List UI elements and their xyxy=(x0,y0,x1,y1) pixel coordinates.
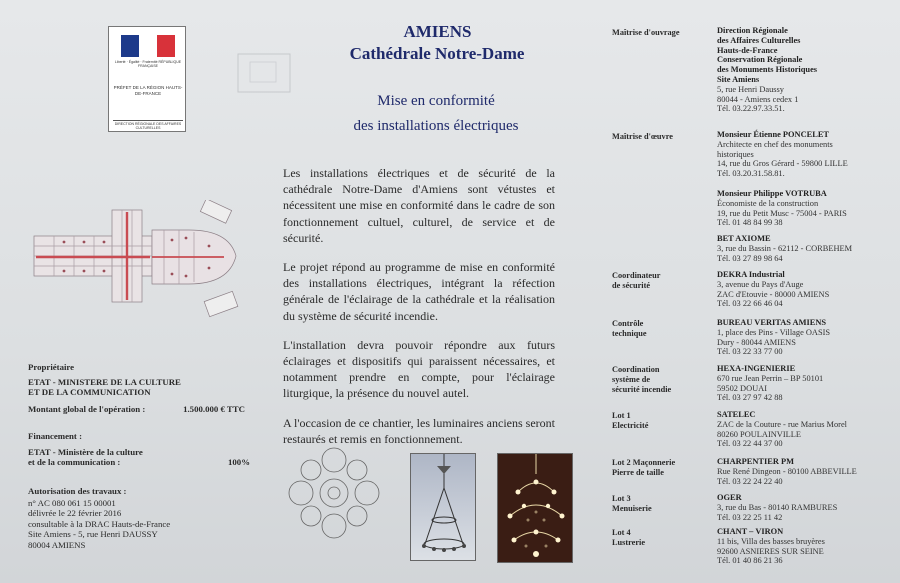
authorization-info xyxy=(28,486,253,550)
entry-detail-line: ZAC d'Etouvie - 80000 AMIENS xyxy=(717,289,830,299)
entry-name-line: SATELEC xyxy=(717,410,756,419)
funding-percent: 100% xyxy=(228,457,250,467)
entry-detail-line: Tél. 03 22 66 46 04 xyxy=(717,299,783,309)
entry-detail-line: 80260 POULAINVILLE xyxy=(717,429,801,439)
entry-detail-line: Tél. 03.22.97.33.51. xyxy=(717,104,785,114)
contractor-entry xyxy=(612,527,897,571)
owner-line-2: ET DE LA COMMUNICATION xyxy=(28,387,151,397)
direction-text: DIRECTION RÉGIONALE DES AFFAIRES CULTURELLES xyxy=(114,122,182,131)
owner-label: Propriétaire xyxy=(28,362,75,372)
entry-label-line: Lot 2 Maçonnerie xyxy=(612,458,676,467)
contractor-entry xyxy=(612,234,897,270)
contractor-entry xyxy=(612,189,897,234)
entry-detail-line: 92600 ASNIERES SUR SEINE xyxy=(717,546,824,556)
entry-label-line: système de xyxy=(612,375,651,384)
entry-detail-line: 11 bis, Villa des basses bruyères xyxy=(717,536,825,546)
contractor-entry xyxy=(612,26,897,115)
entry-name-line: des Monuments Historiques xyxy=(717,65,818,75)
topic-line-1: Mise en conformité xyxy=(377,93,495,109)
contractor-entry xyxy=(612,457,897,493)
cathedral-plan-icon xyxy=(24,200,248,325)
entry-name-line: Direction Régionale xyxy=(717,26,788,35)
entry-label-line: Maîtrise d'œuvre xyxy=(612,132,673,141)
entry-detail-line: 80044 - Amiens cedex 1 xyxy=(717,94,799,104)
entry-detail-line: 1, place des Pins - Village OASIS xyxy=(717,327,831,337)
entry-detail-line: Tél. 03 22 44 37 00 xyxy=(717,439,783,449)
entry-detail-line: Tél. 03 22 33 77 00 xyxy=(717,347,783,357)
marianne-flag-icon xyxy=(121,35,175,57)
contractor-entry xyxy=(612,130,897,189)
entry-name-line: CHARPENTIER PM xyxy=(717,457,795,466)
chandelier-photo-1 xyxy=(410,453,476,561)
entry-label-line: Menuiserie xyxy=(612,504,652,513)
body-paragraph-3: L'installation devra pouvoir répondre aux futurs éclairages et dispositifs qui paraissent nécessaires, et notamment prendre en compte, pour l'éclairage liturgique, la présence du nouvel autel. xyxy=(283,337,555,401)
page-title: AMIENS xyxy=(403,22,472,41)
entry-detail-line: Tél. 01 40 86 21 36 xyxy=(717,556,783,566)
page-subtitle: Cathédrale Notre-Dame xyxy=(349,44,525,63)
contractors-list xyxy=(612,26,897,571)
amount-label: Montant global de l'opération : xyxy=(28,403,146,414)
chandelier-photo-2 xyxy=(497,453,573,563)
entry-name-line: OGER xyxy=(717,493,742,502)
entry-name-line: Site Amiens xyxy=(717,74,760,84)
entry-detail-line: Tél. 03 27 97 42 88 xyxy=(717,393,783,403)
contractor-entry xyxy=(612,364,897,410)
entry-name-line: BET AXIOME xyxy=(717,234,771,243)
entry-detail-line: 5, rue Henri Daussy xyxy=(717,84,784,94)
owner-line-1: ETAT - MINISTERE DE LA CULTURE xyxy=(28,376,181,387)
entry-detail-line: Dury - 80044 AMIENS xyxy=(717,337,796,347)
authorization-line-5: 80004 AMIENS xyxy=(28,539,86,550)
entry-name-line: CHANT – VIRON xyxy=(717,527,784,536)
authorization-line-2: délivrée le 22 février 2016 xyxy=(28,508,122,518)
entry-label-line: Coordinateur xyxy=(612,271,661,280)
funding-line-1: ETAT - Ministère de la culture xyxy=(28,446,143,457)
entry-label-line: sécurité incendie xyxy=(612,385,672,394)
entry-detail-line: 3, avenue du Pays d'Auge xyxy=(717,279,804,289)
entry-label-line: Electricité xyxy=(612,421,649,430)
entry-label-line: Lustrerie xyxy=(612,538,646,547)
entry-detail-line: Rue René Dingeon - 80100 ABBEVILLE xyxy=(717,466,857,476)
entry-detail-line: ZAC de la Couture - rue Marius Morel xyxy=(717,419,848,429)
funding-line-2: et de la communication : xyxy=(28,457,121,467)
topic-line-2: des installations électriques xyxy=(353,118,519,134)
entry-detail-line: Tél. 03 22 25 11 42 xyxy=(717,512,783,522)
entry-name-line: Monsieur Philippe VOTRUBA xyxy=(717,189,827,198)
body-paragraph-1: Les installations électriques et de sécurité de la cathédrale Notre-Dame d'Amiens sont vétustes et nécessitent une mise en conformité dans le cadre de son fonctionnement cultuel, culturel, de service et de sécurité. xyxy=(283,166,555,245)
funding-label: Financement : xyxy=(28,431,82,441)
entry-detail-line: 3, rue du Bassin - 62112 - CORBEHEM xyxy=(717,243,853,253)
entry-name-line: Conservation Régionale xyxy=(717,55,803,65)
entry-label-line: Lot 3 xyxy=(612,494,631,503)
entry-name-line: HEXA-INGENIERIE xyxy=(717,364,796,373)
entry-detail-line: Tél. 01 48 84 99 38 xyxy=(717,218,783,228)
contractor-entry xyxy=(612,410,897,457)
authorization-line-1: n° AC 080 061 15 00001 xyxy=(28,497,116,508)
entry-label-line: Lot 1 xyxy=(612,411,631,420)
entry-name-line: Hauts-de-France xyxy=(717,45,778,55)
chandelier-diagram-icon xyxy=(284,440,384,546)
entry-detail-line: 59502 DOUAI xyxy=(717,383,768,393)
entry-label-line: Lot 4 xyxy=(612,528,631,537)
entry-detail-line: 14, rue du Gros Gérard - 59800 LILLE xyxy=(717,159,848,169)
entry-detail-line: 670 rue Jean Perrin – BP 50101 xyxy=(717,373,824,383)
authorization-line-4: Site Amiens - 5, rue Henri DAUSSY xyxy=(28,529,158,539)
entry-name-line: DEKRA Industrial xyxy=(717,270,785,279)
authorization-line-3: consultable à la DRAC Hauts-de-France xyxy=(28,518,171,529)
entry-detail-line: historiques xyxy=(717,149,754,159)
contractor-entry xyxy=(612,318,897,364)
entry-label-line: Coordination xyxy=(612,365,660,374)
entry-label-line: de sécurité xyxy=(612,281,651,290)
body-paragraph-4: A l'occasion de ce chantier, les luminaires anciens seront restaurés et remis en fonctionnement. xyxy=(283,415,555,446)
faint-sketch-icon xyxy=(232,48,302,100)
owner-info xyxy=(28,362,253,414)
entry-detail-line: Tél. 03 27 89 98 64 xyxy=(717,253,783,263)
prefet-text: PRÉFET DE LA RÉGION HAUTS-DE-FRANCE xyxy=(113,85,183,96)
funding-info xyxy=(28,431,250,468)
body-text xyxy=(283,165,555,460)
entry-label-line: Pierre de taille xyxy=(612,468,664,477)
entry-name-line: BUREAU VERITAS AMIENS xyxy=(717,318,827,327)
republique-text: Liberté · Égalité · Fraternité RÉPUBLIQUE FRANÇAISE xyxy=(114,60,182,69)
contractor-entry xyxy=(612,270,897,318)
body-paragraph-2: Le projet répond au programme de mise en conformité des installations électriques, intégrant la réfection générale de l'éclairage de la cathédrale et la réalisation du système de sécurité incendie. xyxy=(283,260,555,323)
entry-label-line: technique xyxy=(612,329,647,338)
amount-value: 1.500.000 € TTC xyxy=(183,403,245,414)
entry-name-line: des Affaires Culturelles xyxy=(717,35,801,45)
entry-label-line: Maîtrise d'ouvrage xyxy=(612,28,680,37)
authorization-label: Autorisation des travaux : xyxy=(28,486,127,496)
entry-label-line: Contrôle xyxy=(612,319,644,328)
contractor-entry xyxy=(612,493,897,527)
entry-name-line: Monsieur Étienne PONCELET xyxy=(717,130,829,139)
entry-detail-line: Économiste de la construction xyxy=(717,198,819,208)
entry-detail-line: Architecte en chef des monuments xyxy=(717,139,833,149)
prefecture-logo xyxy=(108,26,186,132)
entry-detail-line: Tél. 03 22 24 22 40 xyxy=(717,476,783,486)
entry-detail-line: 19, rue du Petit Musc - 75004 - PARIS xyxy=(717,208,847,218)
entry-detail-line: Tél. 03.20.31.58.81. xyxy=(717,169,785,179)
entry-detail-line: 3, rue du Bas - 80140 RAMBURES xyxy=(717,502,838,512)
